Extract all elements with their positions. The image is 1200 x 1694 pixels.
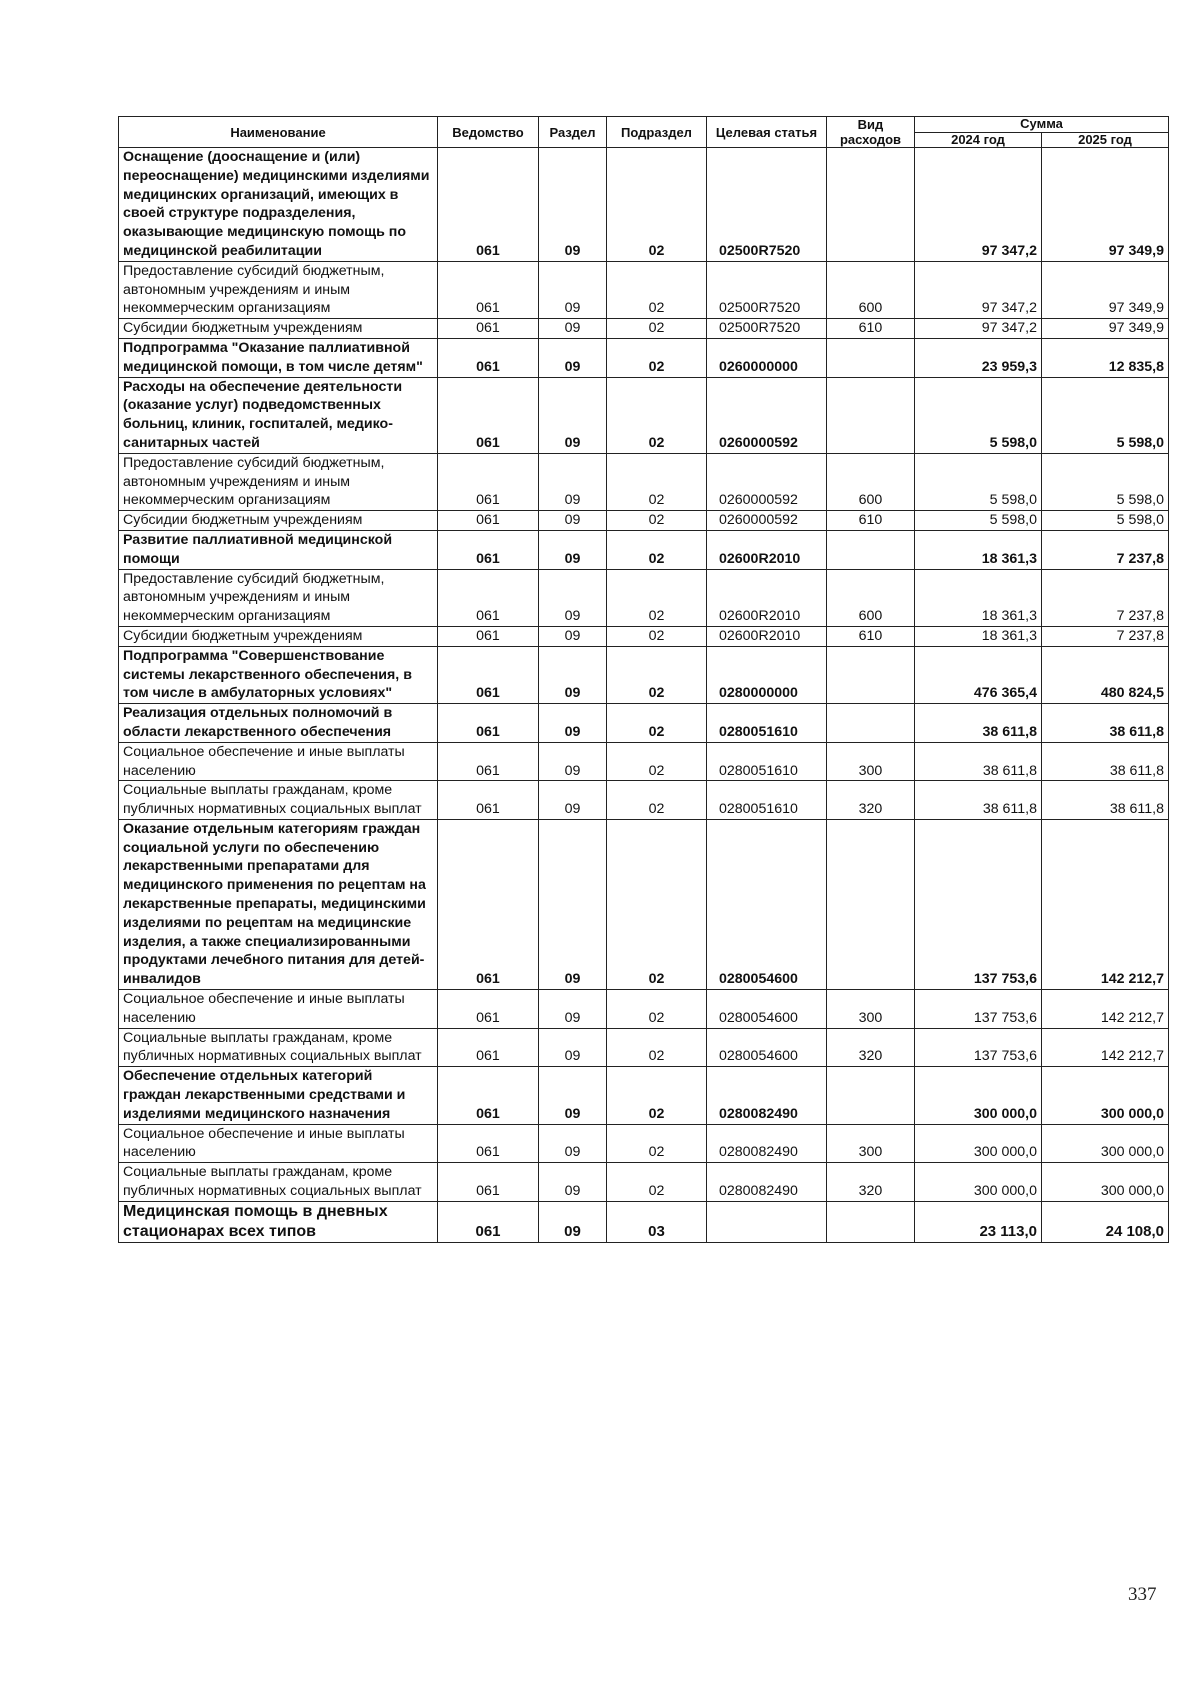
cell-vedomstvo: 061 xyxy=(438,704,539,743)
cell-sum-2024: 23 113,0 xyxy=(915,1201,1042,1242)
cell-sum-2025: 142 212,7 xyxy=(1042,819,1169,989)
cell-vid-rashodov: 600 xyxy=(827,261,915,318)
cell-podrazdel: 02 xyxy=(607,569,707,626)
cell-celevaya-statya: 02600R2010 xyxy=(707,569,827,626)
cell-razdel: 09 xyxy=(539,530,607,569)
cell-razdel: 09 xyxy=(539,990,607,1029)
cell-podrazdel: 02 xyxy=(607,148,707,262)
table-row xyxy=(119,626,1169,646)
cell-sum-2024: 300 000,0 xyxy=(915,1067,1042,1124)
cell-vedomstvo: 061 xyxy=(438,781,539,820)
cell-sum-2024: 476 365,4 xyxy=(915,646,1042,703)
cell-celevaya-statya: 0280051610 xyxy=(707,704,827,743)
cell-vedomstvo: 061 xyxy=(438,569,539,626)
cell-vedomstvo: 061 xyxy=(438,319,539,339)
cell-razdel: 09 xyxy=(539,319,607,339)
cell-razdel: 09 xyxy=(539,1028,607,1067)
cell-sum-2024: 18 361,3 xyxy=(915,626,1042,646)
table-row xyxy=(119,781,1169,820)
cell-vid-rashodov: 600 xyxy=(827,569,915,626)
cell-podrazdel: 03 xyxy=(607,1201,707,1242)
cell-sum-2024: 300 000,0 xyxy=(915,1124,1042,1163)
cell-name: Субсидии бюджетным учреждениям xyxy=(119,511,438,531)
cell-celevaya-statya: 0280082490 xyxy=(707,1163,827,1202)
cell-vedomstvo: 061 xyxy=(438,626,539,646)
cell-sum-2025: 5 598,0 xyxy=(1042,453,1169,510)
cell-sum-2024: 137 753,6 xyxy=(915,990,1042,1029)
header-name: Наименование xyxy=(119,117,438,148)
cell-razdel: 09 xyxy=(539,338,607,377)
cell-vedomstvo: 061 xyxy=(438,646,539,703)
cell-celevaya-statya: 0260000592 xyxy=(707,511,827,531)
cell-vedomstvo: 061 xyxy=(438,1201,539,1242)
cell-celevaya-statya: 0280051610 xyxy=(707,742,827,781)
header-vid-rashodov: Вид расходов xyxy=(827,117,915,148)
cell-vid-rashodov xyxy=(827,704,915,743)
cell-name: Социальное обеспечение и иные выплаты населению xyxy=(119,990,438,1029)
cell-vedomstvo: 061 xyxy=(438,1124,539,1163)
table-row xyxy=(119,1067,1169,1124)
table-row xyxy=(119,990,1169,1029)
cell-podrazdel: 02 xyxy=(607,1124,707,1163)
budget-table xyxy=(118,116,1169,1243)
cell-razdel: 09 xyxy=(539,453,607,510)
cell-name: Социальное обеспечение и иные выплаты населению xyxy=(119,742,438,781)
cell-vedomstvo: 061 xyxy=(438,819,539,989)
cell-celevaya-statya: 0260000592 xyxy=(707,377,827,453)
cell-vid-rashodov: 300 xyxy=(827,742,915,781)
table-row xyxy=(119,819,1169,989)
cell-name: Расходы на обеспечение деятельности (оказание услуг) подведомственных больниц, клиник, госпиталей, медико-санитарных частей xyxy=(119,377,438,453)
cell-name: Реализация отдельных полномочий в области лекарственного обеспечения xyxy=(119,704,438,743)
cell-celevaya-statya: 0280054600 xyxy=(707,1028,827,1067)
cell-vedomstvo: 061 xyxy=(438,511,539,531)
table-row xyxy=(119,453,1169,510)
cell-celevaya-statya: 02500R7520 xyxy=(707,261,827,318)
cell-vid-rashodov: 320 xyxy=(827,1163,915,1202)
cell-name: Развитие паллиативной медицинской помощи xyxy=(119,530,438,569)
cell-razdel: 09 xyxy=(539,626,607,646)
cell-name: Социальные выплаты гражданам, кроме публичных нормативных социальных выплат xyxy=(119,1163,438,1202)
cell-podrazdel: 02 xyxy=(607,319,707,339)
cell-sum-2025: 300 000,0 xyxy=(1042,1163,1169,1202)
cell-sum-2025: 12 835,8 xyxy=(1042,338,1169,377)
cell-celevaya-statya xyxy=(707,1201,827,1242)
cell-name: Предоставление субсидий бюджетным, автономным учреждениям и иным некоммерческим организациям xyxy=(119,261,438,318)
cell-sum-2025: 97 349,9 xyxy=(1042,261,1169,318)
cell-podrazdel: 02 xyxy=(607,704,707,743)
cell-sum-2024: 97 347,2 xyxy=(915,261,1042,318)
table-row xyxy=(119,530,1169,569)
cell-sum-2024: 5 598,0 xyxy=(915,377,1042,453)
cell-sum-2025: 38 611,8 xyxy=(1042,704,1169,743)
cell-sum-2024: 300 000,0 xyxy=(915,1163,1042,1202)
cell-vid-rashodov xyxy=(827,338,915,377)
cell-name: Оказание отдельным категориям граждан социальной услуги по обеспечению лекарственными препаратами для медицинского применения по рецептам на лекарственные препараты, медицинскими изделиями по рецептам на медицинские изделия, а также специализированными продуктами лечебного питания для детей-инвалидов xyxy=(119,819,438,989)
cell-name: Социальные выплаты гражданам, кроме публичных нормативных социальных выплат xyxy=(119,781,438,820)
cell-sum-2025: 24 108,0 xyxy=(1042,1201,1169,1242)
header-year-2024: 2024 год xyxy=(915,132,1042,148)
cell-celevaya-statya: 02500R7520 xyxy=(707,148,827,262)
cell-celevaya-statya: 0280000000 xyxy=(707,646,827,703)
cell-sum-2025: 7 237,8 xyxy=(1042,569,1169,626)
cell-celevaya-statya: 02600R2010 xyxy=(707,530,827,569)
header-year-2025: 2025 год xyxy=(1042,132,1169,148)
cell-podrazdel: 02 xyxy=(607,1067,707,1124)
cell-vedomstvo: 061 xyxy=(438,338,539,377)
cell-vid-rashodov: 610 xyxy=(827,319,915,339)
table-row xyxy=(119,338,1169,377)
cell-razdel: 09 xyxy=(539,819,607,989)
cell-vid-rashodov: 300 xyxy=(827,990,915,1029)
cell-sum-2024: 18 361,3 xyxy=(915,530,1042,569)
cell-celevaya-statya: 0280054600 xyxy=(707,990,827,1029)
page-number: 337 xyxy=(1128,1584,1157,1605)
cell-vid-rashodov xyxy=(827,1067,915,1124)
table-row xyxy=(119,742,1169,781)
cell-celevaya-statya: 0280082490 xyxy=(707,1067,827,1124)
cell-podrazdel: 02 xyxy=(607,338,707,377)
cell-name: Субсидии бюджетным учреждениям xyxy=(119,319,438,339)
cell-vedomstvo: 061 xyxy=(438,1067,539,1124)
cell-vid-rashodov xyxy=(827,377,915,453)
cell-name: Предоставление субсидий бюджетным, автономным учреждениям и иным некоммерческим организациям xyxy=(119,569,438,626)
cell-sum-2024: 38 611,8 xyxy=(915,781,1042,820)
cell-razdel: 09 xyxy=(539,1163,607,1202)
cell-vid-rashodov xyxy=(827,148,915,262)
cell-vedomstvo: 061 xyxy=(438,1163,539,1202)
cell-vedomstvo: 061 xyxy=(438,1028,539,1067)
cell-sum-2025: 7 237,8 xyxy=(1042,530,1169,569)
cell-podrazdel: 02 xyxy=(607,742,707,781)
table-row xyxy=(119,261,1169,318)
cell-sum-2024: 97 347,2 xyxy=(915,148,1042,262)
header-razdel: Раздел xyxy=(539,117,607,148)
cell-sum-2025: 97 349,9 xyxy=(1042,319,1169,339)
cell-razdel: 09 xyxy=(539,511,607,531)
cell-sum-2025: 5 598,0 xyxy=(1042,377,1169,453)
cell-celevaya-statya: 0260000592 xyxy=(707,453,827,510)
cell-razdel: 09 xyxy=(539,569,607,626)
cell-sum-2025: 142 212,7 xyxy=(1042,1028,1169,1067)
table-header xyxy=(119,117,1169,148)
cell-name: Предоставление субсидий бюджетным, автономным учреждениям и иным некоммерческим организациям xyxy=(119,453,438,510)
header-summa: Сумма xyxy=(915,117,1169,133)
cell-podrazdel: 02 xyxy=(607,646,707,703)
cell-name: Подпрограмма "Оказание паллиативной медицинской помощи, в том числе детям" xyxy=(119,338,438,377)
table-row xyxy=(119,1163,1169,1202)
cell-sum-2024: 18 361,3 xyxy=(915,569,1042,626)
table-row xyxy=(119,511,1169,531)
cell-podrazdel: 02 xyxy=(607,1028,707,1067)
cell-podrazdel: 02 xyxy=(607,819,707,989)
cell-sum-2024: 137 753,6 xyxy=(915,1028,1042,1067)
cell-sum-2025: 7 237,8 xyxy=(1042,626,1169,646)
table-row xyxy=(119,1201,1169,1242)
cell-podrazdel: 02 xyxy=(607,530,707,569)
cell-celevaya-statya: 0260000000 xyxy=(707,338,827,377)
cell-podrazdel: 02 xyxy=(607,990,707,1029)
cell-podrazdel: 02 xyxy=(607,781,707,820)
cell-vid-rashodov: 610 xyxy=(827,511,915,531)
cell-vid-rashodov: 320 xyxy=(827,1028,915,1067)
cell-razdel: 09 xyxy=(539,377,607,453)
cell-name: Подпрограмма "Совершенствование системы лекарственного обеспечения, в том числе в амбулаторных условиях" xyxy=(119,646,438,703)
cell-vedomstvo: 061 xyxy=(438,261,539,318)
cell-podrazdel: 02 xyxy=(607,626,707,646)
table-row xyxy=(119,148,1169,262)
cell-vid-rashodov: 600 xyxy=(827,453,915,510)
cell-podrazdel: 02 xyxy=(607,261,707,318)
cell-vid-rashodov xyxy=(827,819,915,989)
cell-vedomstvo: 061 xyxy=(438,377,539,453)
cell-sum-2025: 300 000,0 xyxy=(1042,1067,1169,1124)
cell-sum-2024: 5 598,0 xyxy=(915,511,1042,531)
cell-razdel: 09 xyxy=(539,1067,607,1124)
cell-vedomstvo: 061 xyxy=(438,148,539,262)
cell-vedomstvo: 061 xyxy=(438,742,539,781)
cell-celevaya-statya: 02500R7520 xyxy=(707,319,827,339)
table-row xyxy=(119,646,1169,703)
cell-celevaya-statya: 0280082490 xyxy=(707,1124,827,1163)
cell-razdel: 09 xyxy=(539,1201,607,1242)
cell-sum-2025: 142 212,7 xyxy=(1042,990,1169,1029)
cell-vid-rashodov: 300 xyxy=(827,1124,915,1163)
table-row xyxy=(119,1124,1169,1163)
cell-sum-2024: 23 959,3 xyxy=(915,338,1042,377)
cell-podrazdel: 02 xyxy=(607,377,707,453)
cell-vid-rashodov xyxy=(827,646,915,703)
cell-vedomstvo: 061 xyxy=(438,990,539,1029)
cell-celevaya-statya: 0280051610 xyxy=(707,781,827,820)
cell-name: Социальное обеспечение и иные выплаты населению xyxy=(119,1124,438,1163)
header-vedomstvo: Ведомство xyxy=(438,117,539,148)
cell-vid-rashodov: 320 xyxy=(827,781,915,820)
cell-podrazdel: 02 xyxy=(607,511,707,531)
cell-sum-2025: 300 000,0 xyxy=(1042,1124,1169,1163)
cell-sum-2025: 38 611,8 xyxy=(1042,781,1169,820)
table-row xyxy=(119,704,1169,743)
table-row xyxy=(119,1028,1169,1067)
cell-sum-2025: 38 611,8 xyxy=(1042,742,1169,781)
cell-vid-rashodov xyxy=(827,530,915,569)
header-podrazdel: Подраздел xyxy=(607,117,707,148)
cell-name: Социальные выплаты гражданам, кроме публичных нормативных социальных выплат xyxy=(119,1028,438,1067)
cell-sum-2025: 5 598,0 xyxy=(1042,511,1169,531)
cell-razdel: 09 xyxy=(539,704,607,743)
cell-vedomstvo: 061 xyxy=(438,453,539,510)
cell-vid-rashodov xyxy=(827,1201,915,1242)
cell-name: Обеспечение отдельных категорий граждан лекарственными средствами и изделиями медицинского назначения xyxy=(119,1067,438,1124)
cell-sum-2024: 38 611,8 xyxy=(915,742,1042,781)
cell-sum-2025: 97 349,9 xyxy=(1042,148,1169,262)
cell-name: Субсидии бюджетным учреждениям xyxy=(119,626,438,646)
cell-razdel: 09 xyxy=(539,1124,607,1163)
header-celevaya-statya: Целевая статья xyxy=(707,117,827,148)
cell-celevaya-statya: 0280054600 xyxy=(707,819,827,989)
table-body xyxy=(119,148,1169,1243)
cell-sum-2024: 38 611,8 xyxy=(915,704,1042,743)
cell-razdel: 09 xyxy=(539,742,607,781)
cell-razdel: 09 xyxy=(539,261,607,318)
table-row xyxy=(119,377,1169,453)
cell-name: Оснащение (дооснащение и (или) переоснащение) медицинскими изделиями медицинских организаций, имеющих в своей структуре подразделения, оказывающие медицинскую помощь по медицинской реабилитации xyxy=(119,148,438,262)
cell-sum-2025: 480 824,5 xyxy=(1042,646,1169,703)
budget-sheet xyxy=(118,116,1168,1243)
cell-podrazdel: 02 xyxy=(607,453,707,510)
cell-vedomstvo: 061 xyxy=(438,530,539,569)
table-row xyxy=(119,569,1169,626)
cell-razdel: 09 xyxy=(539,781,607,820)
cell-sum-2024: 5 598,0 xyxy=(915,453,1042,510)
cell-razdel: 09 xyxy=(539,148,607,262)
cell-name: Медицинская помощь в дневных стационарах всех типов xyxy=(119,1201,438,1242)
cell-sum-2024: 97 347,2 xyxy=(915,319,1042,339)
cell-vid-rashodov: 610 xyxy=(827,626,915,646)
cell-razdel: 09 xyxy=(539,646,607,703)
table-row xyxy=(119,319,1169,339)
cell-podrazdel: 02 xyxy=(607,1163,707,1202)
cell-celevaya-statya: 02600R2010 xyxy=(707,626,827,646)
cell-sum-2024: 137 753,6 xyxy=(915,819,1042,989)
